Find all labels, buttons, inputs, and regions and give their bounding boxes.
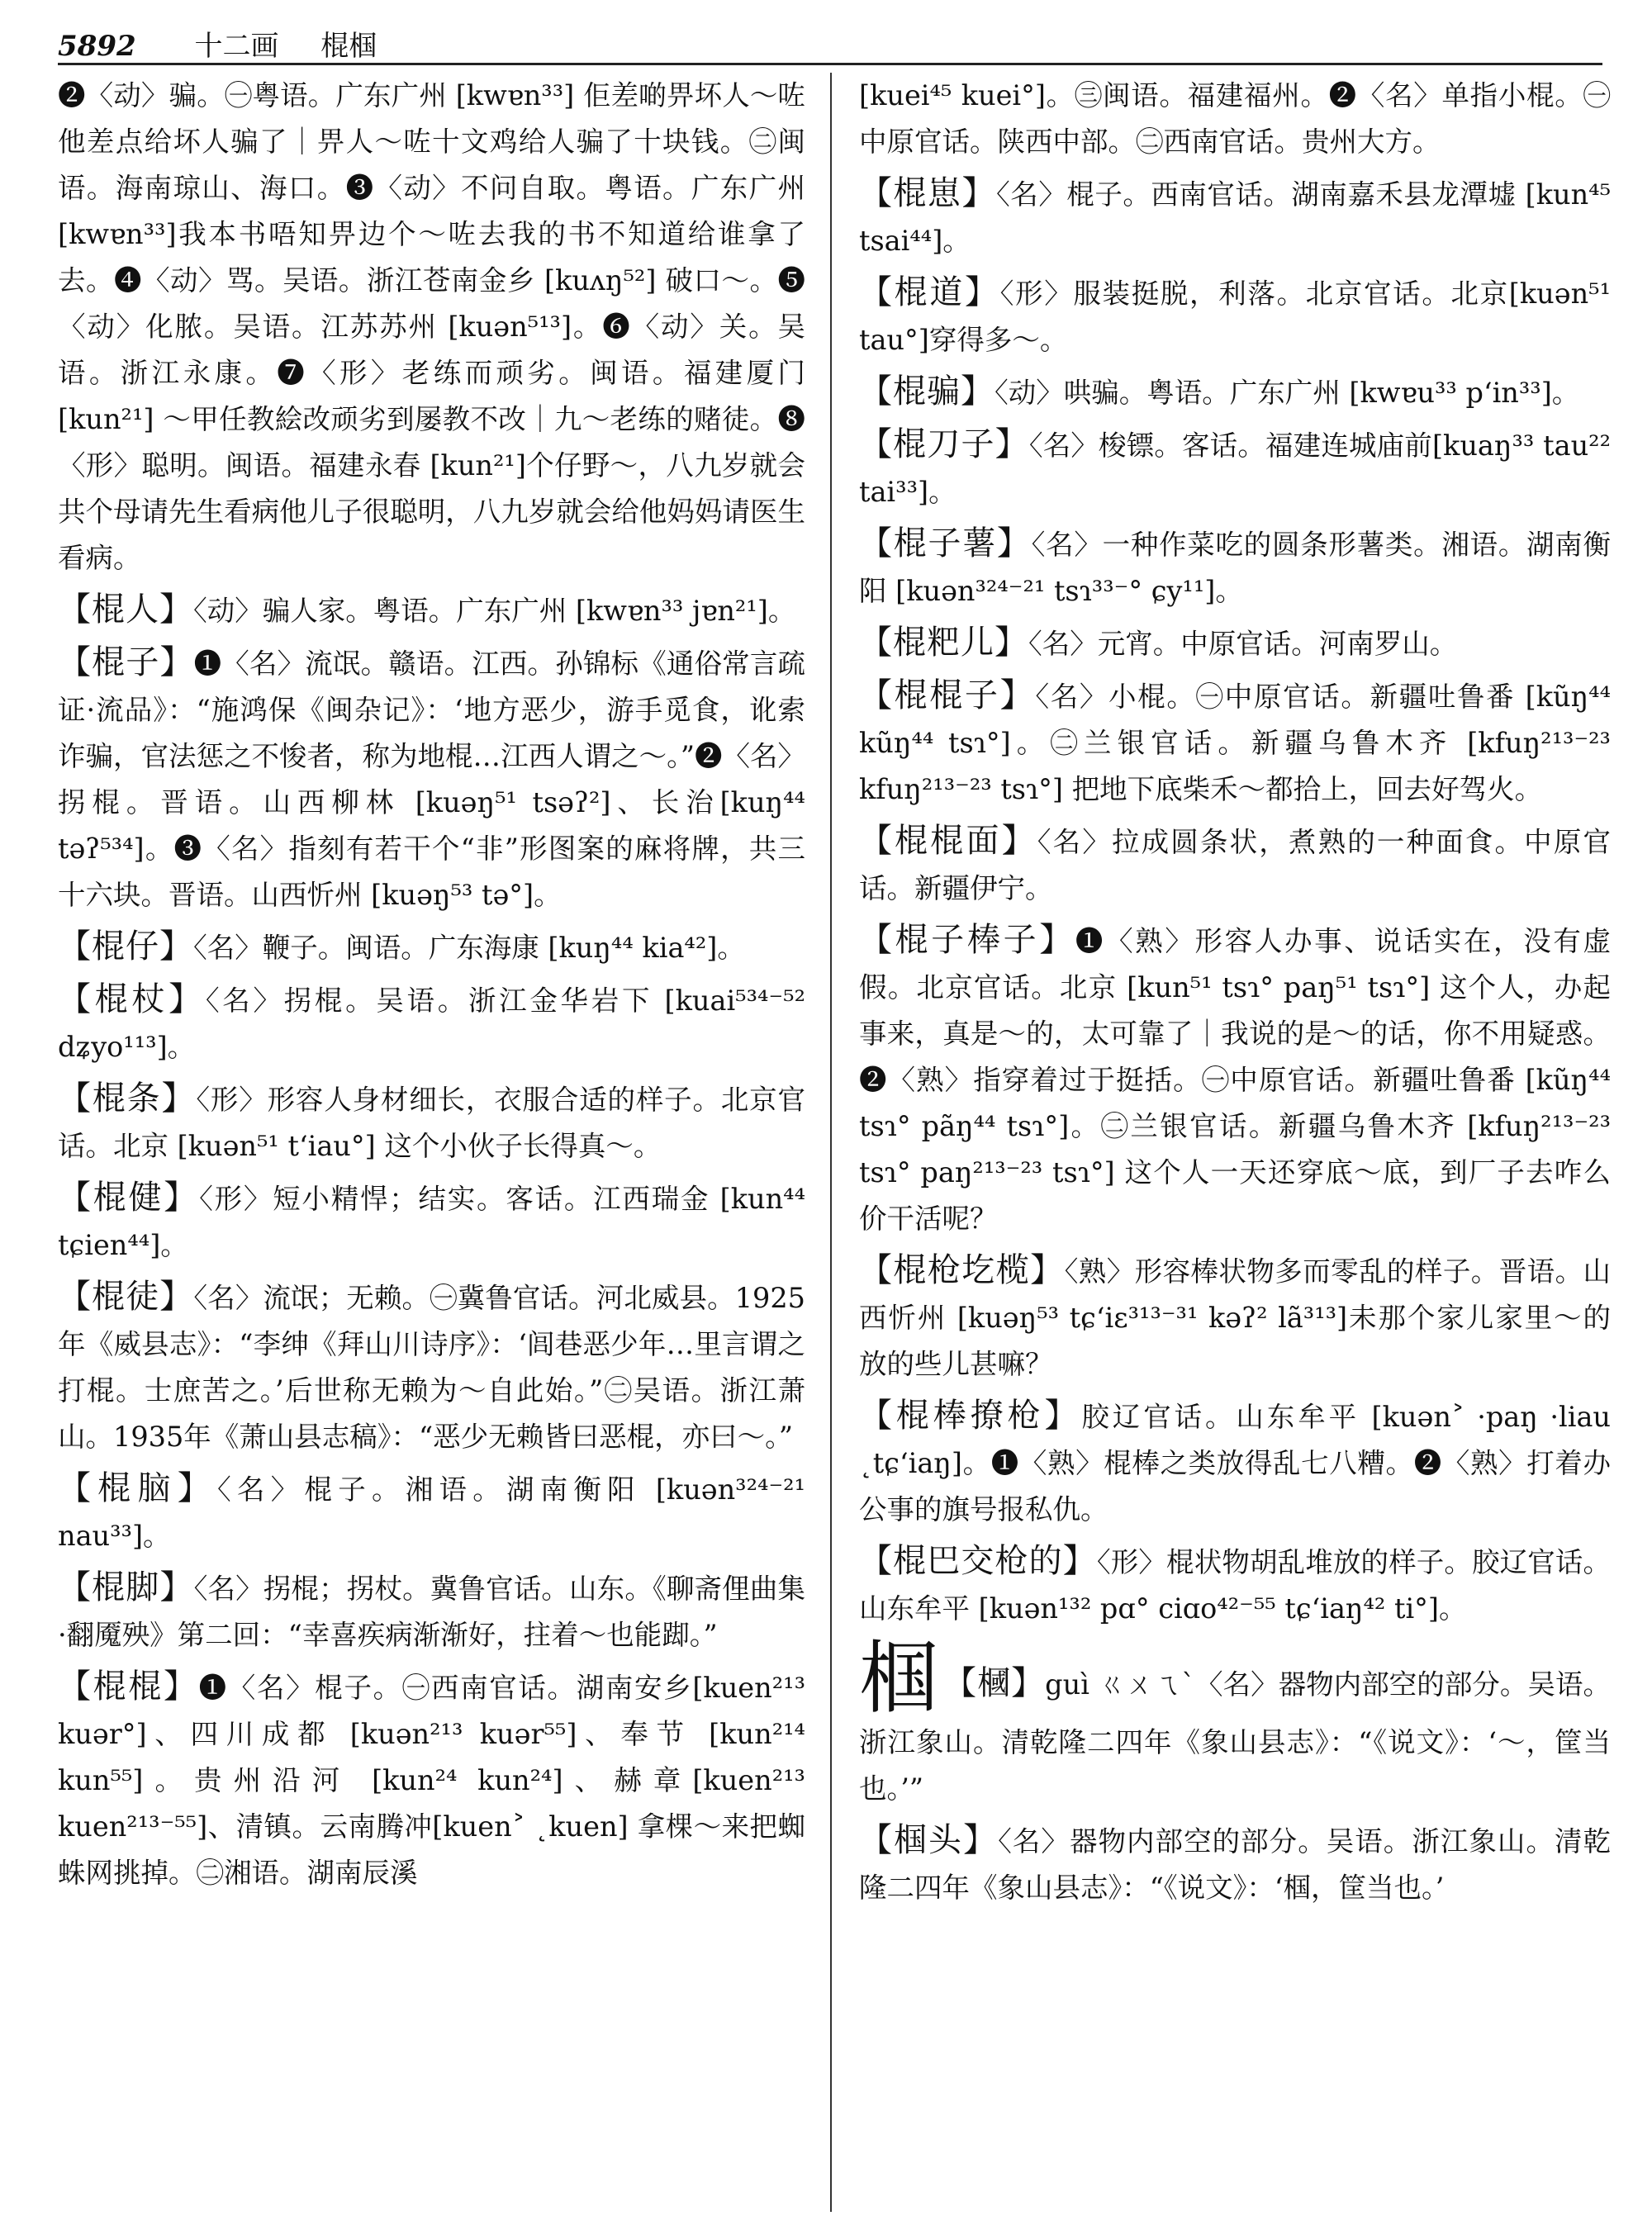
headword: 【棍棒撩枪】 bbox=[859, 1397, 1082, 1435]
entry: 【棍人】〈动〉骗人家。粤语。广东广州 [kwɐn³³ jɐn²¹]。 bbox=[58, 591, 796, 629]
headword: 【棍脚】 bbox=[58, 1568, 194, 1606]
left-column bbox=[58, 73, 805, 1901]
headword: 【棍骗】 bbox=[859, 372, 995, 410]
entry: 【棍粑儿】〈名〉元宵。中原官话。河南罗山。 bbox=[859, 624, 1458, 662]
headword: 【棍巴交枪的】 bbox=[859, 1542, 1097, 1580]
entry: 【棍健】〈形〉短小精悍；结实。客话。江西瑞金 [kun⁴⁴ tɕien⁴⁴]。 bbox=[58, 1179, 806, 1261]
headword: 【棍道】 bbox=[859, 273, 1000, 311]
headword: 【棍仔】 bbox=[58, 928, 193, 966]
page-header bbox=[58, 23, 1602, 65]
main-character: 椢 bbox=[859, 1632, 939, 1725]
entry-continuation: [kuei⁴⁵ kuei°]。㊂闽语。福建福州。❷〈名〉单指小棍。㊀中原官话。陕西中部。㊁西南官话。贵州大方。 bbox=[859, 79, 1611, 158]
headword: 【棍子】 bbox=[58, 643, 194, 681]
right-column bbox=[859, 73, 1611, 1916]
entry: 【棍枪圪榄】〈熟〉形容棒状物多而零乱的样子。晋语。山西忻州 [kuəŋ⁵³ tɕʻiɛ³¹³⁻³¹ kəʔ² lã³¹³]未那个家儿家里～的放的些儿甚嘛？ bbox=[859, 1251, 1612, 1380]
headword: 【棍粑儿】 bbox=[859, 624, 1028, 662]
entry: 【棍棍】❶〈名〉棍子。㊀西南官话。湖南安乡[kuen²¹³ kuər°]、四川成都 [kuən²¹³ kuər⁵⁵]、奉节 [kun²¹⁴ kun⁵⁵]。贵州沿河 [kun²⁴ kun²⁴]、赫章[kuen²¹³ kuen²¹³⁻⁵⁵]、清镇。云南腾冲[kuen˃ ˛kuen] 拿棵～来把蜘蛛网挑掉。㊁湘语。湖南辰溪 bbox=[58, 1668, 805, 1889]
headword: 【槶】 bbox=[943, 1664, 1046, 1702]
headword: 【棍崽】 bbox=[859, 174, 997, 212]
stroke-section: 十二画 bbox=[194, 30, 279, 63]
entry: 【棍徒】〈名〉流氓；无赖。㊀冀鲁官话。河北威县。1925年《威县志》：“李绅《拜山川诗序》：‘闾巷恶少年…里言谓之打棍。士庶苦之。’后世称无赖为～自此始。”㊁吴语。浙江萧山。1935年《萧山县志稿》：“恶少无赖皆曰恶棍，亦曰～。” bbox=[58, 1278, 805, 1453]
column-divider bbox=[830, 73, 832, 2212]
entry: 【棍刀子】〈名〉梭镖。客话。福建连城庙前[kuaŋ³³ tau²² tai³³]。 bbox=[859, 425, 1612, 508]
page-number: 5892 bbox=[58, 30, 136, 63]
entry: 【棍子棒子】❶〈熟〉形容人办事、说话实在，没有虚假。北京官话。北京 [kun⁵¹ tsɿ° paŋ⁵¹ tsɿ°] 这个人，办起事来，真是～的，太可靠了｜我说的是～的话，你不用疑惑。❷〈熟〉指穿着过于挺括。㊀中原官话。新疆吐鲁番 [kũŋ⁴⁴ tsɿ° pãŋ⁴⁴ tsɿ°]。㊁兰银官话。新疆乌鲁木齐 [kfuŋ²¹³⁻²³ tsɿ° paŋ²¹³⁻²³ tsɿ°] 这个人一天还穿底～底，到厂子去咋么价干活呢？ bbox=[859, 921, 1612, 1235]
headword: 【棍健】 bbox=[58, 1179, 200, 1217]
headword: 【棍棍面】 bbox=[859, 822, 1037, 860]
headword: 【棍棍】 bbox=[58, 1668, 199, 1706]
entry: 【棍脑】〈名〉棍子。湘语。湖南衡阳 [kuən³²⁴⁻²¹ nau³³]。 bbox=[58, 1469, 805, 1552]
entry: 【棍子薯】〈名〉一种作菜吃的圆条形薯类。湘语。湖南衡阳 [kuən³²⁴⁻²¹ tsɿ³³⁻° ɕy¹¹]。 bbox=[859, 524, 1612, 607]
headword: 【棍条】 bbox=[58, 1079, 197, 1117]
header-chars: 棍椢 bbox=[320, 30, 377, 63]
entry: 【棍子】❶〈名〉流氓。赣语。江西。孙锦标《通俗常言疏证·流品》：“施鸿保《闽杂记》：‘地方恶少，游手觅食，讹索诈骗，官法惩之不悛者，称为地棍…江西人谓之～。”❷〈名〉拐棍。晋语。山西柳林 [kuəŋ⁵¹ tsəʔ²]、长治[kuŋ⁴⁴ təʔ⁵³⁴]。❸〈名〉指刻有若干个“非”形图案的麻将牌，共三十六块。晋语。山西忻州 [kuəŋ⁵³ tə°]。 bbox=[58, 643, 805, 911]
entry: 【棍棍面】〈名〉拉成圆条状，煮熟的一种面食。中原官话。新疆伊宁。 bbox=[859, 822, 1611, 904]
headword: 【棍子薯】 bbox=[859, 524, 1032, 562]
entry: 【棍棍子】〈名〉小棍。㊀中原官话。新疆吐鲁番 [kũŋ⁴⁴ kũŋ⁴⁴ tsɿ°]。㊁兰银官话。新疆乌鲁木齐 [kfuŋ²¹³⁻²³ kfuŋ²¹³⁻²³ tsɿ°] 把地下底柴禾～都拾上，回去好驾火。 bbox=[859, 676, 1611, 805]
headword: 【棍棍子】 bbox=[859, 676, 1036, 714]
headword: 【棍子棒子】 bbox=[859, 921, 1075, 959]
headword: 【棍枪圪榄】 bbox=[859, 1251, 1065, 1289]
headword: 【棍刀子】 bbox=[859, 425, 1029, 463]
entry: 【棍崽】〈名〉棍子。西南官话。湖南嘉禾县龙潭墟 [kun⁴⁵ tsai⁴⁴]。 bbox=[859, 174, 1612, 257]
entry: 【棍骗】〈动〉哄骗。粤语。广东广州 [kwɐu³³ pʻin³³]。 bbox=[859, 372, 1580, 410]
headword: 【棍人】 bbox=[58, 591, 193, 629]
main-character-entry: 椢 【槶】guì ㄍㄨㄟˋ〈名〉器物内部空的部分。吴语。浙江象山。清乾隆二四年《象山县志》：“《说文》：‘～，筐当也。’” bbox=[859, 1632, 1612, 1805]
headword: 【棍脑】 bbox=[58, 1469, 217, 1507]
headword: 【棍杖】 bbox=[58, 980, 206, 1018]
entry: 【棍道】〈形〉服装挺脱，利落。北京官话。北京[kuən⁵¹ tau°]穿得多～。 bbox=[859, 273, 1611, 356]
entry: 【棍脚】〈名〉拐棍；拐杖。冀鲁官话。山东。《聊斋俚曲集·翻魇殃》第二回：“幸喜疾病渐渐好，拄着～也能踋。” bbox=[58, 1568, 806, 1651]
entry: 【棍棒撩枪】胶辽官话。山东牟平 [kuən˃ ·paŋ ·liau ˛tɕʻiaŋ]。❶〈熟〉棍棒之类放得乱七八糟。❷〈熟〉打着办公事的旗号报私仇。 bbox=[859, 1397, 1612, 1525]
entry: 【棍仔】〈名〉鞭子。闽语。广东海康 [kuŋ⁴⁴ kia⁴²]。 bbox=[58, 928, 745, 966]
entry: 【棍条】〈形〉形容人身材细长，衣服合适的样子。北京官话。北京 [kuən⁵¹ tʻiau°] 这个小伙子长得真～。 bbox=[58, 1079, 806, 1162]
entry: 【椢头】〈名〉器物内部空的部分。吴语。浙江象山。清乾隆二四年《象山县志》：“《说文》：‘椢，筐当也。’ bbox=[859, 1821, 1612, 1904]
entry-continuation: ❷〈动〉骗。㊀粤语。广东广州 [kwɐn³³] 佢差啲畀坏人～咗他差点给坏人骗了｜畀人～咗十文鸡给人骗了十块钱。㊁闽语。海南琼山、海口。❸〈动〉不问自取。粤语。广东广州 [kwɐn³³]我本书唔知畀边个～咗去我的书不知道给谁拿了去。❹〈动〉骂。吴语。浙江苍南金乡 [kuʌŋ⁵²] 破口～。❺〈动〉化脓。吴语。江苏苏州 [kuən⁵¹³]。❻〈动〉关。吴语。浙江永康。❼〈形〉老练而顽劣。闽语。福建厦门 [kun²¹] ～甲任教絵改顽劣到屡教不改｜九～老练的赌徒。❽〈形〉聪明。闽语。福建永春 [kun²¹]个仔野～，八九岁就会共个母请先生看病他儿子很聪明，八九岁就会给他妈妈请医生看病。 bbox=[58, 79, 805, 574]
entry: 【棍杖】〈名〉拐棍。吴语。浙江金华岩下 [kuai⁵³⁴⁻⁵² dʑyo¹¹³]。 bbox=[58, 980, 805, 1063]
entry: 【棍巴交枪的】〈形〉棍状物胡乱堆放的样子。胶辽官话。山东牟平 [kuən¹³² pɑ° ciɑo⁴²⁻⁵⁵ tɕʻiaŋ⁴² ti°]。 bbox=[859, 1542, 1612, 1625]
headword: 【椢头】 bbox=[859, 1821, 999, 1859]
headword: 【棍徒】 bbox=[58, 1278, 194, 1316]
